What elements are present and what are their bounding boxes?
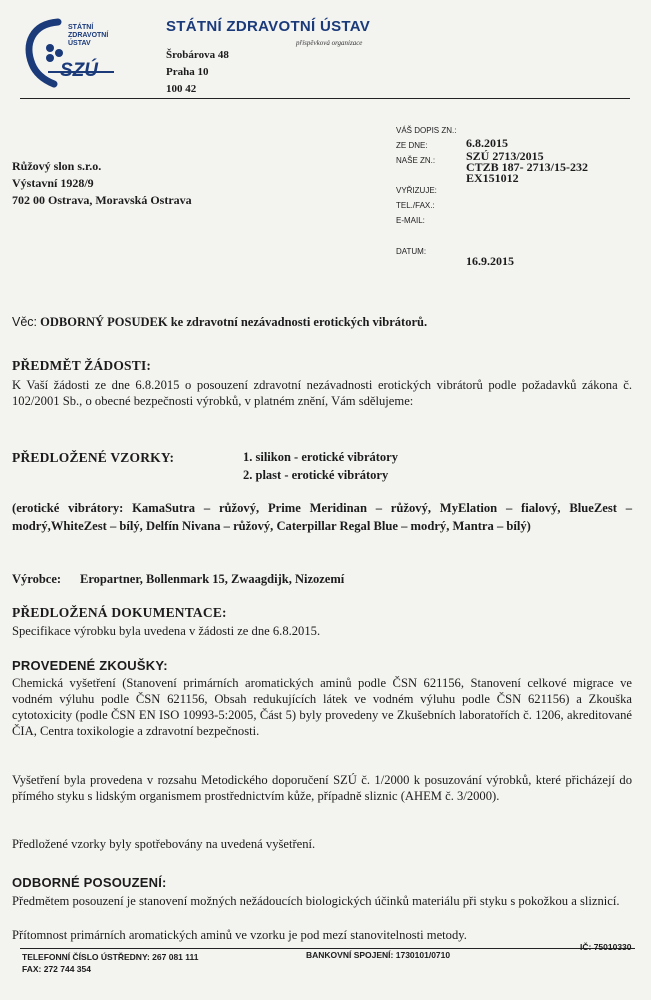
- zkousky-paragraph-3: Předložené vzorky byly spotřebovány na uvedená vyšetření.: [12, 837, 316, 851]
- logo-text: STÁTNÍ ZDRAVOTNÍ ÚSTAV: [68, 24, 109, 47]
- ze-dne-label: ZE DNE:: [396, 141, 428, 150]
- zkousky-paragraph-1: Chemická vyšetření (Stanovení primárních aromatických aminů podle ČSN 621156, Stanovení celkové migrace ve vodném výluhu podle ČSN 621156, Obsah redukujících látek ve vodném výluhu podle ČSN 621156) a Zkouška cytotoxicity (podle ČSN EN ISO 10993-5:2005, Část 5) byly provedeny ve Zkušebních laboratořích č. 1206, akreditované ČIA, Centra toxikologie a zdravotní bezpečnosti.: [12, 676, 632, 738]
- footer-divider: [20, 948, 635, 949]
- posouzeni-paragraph-2: Přítomnost primárních aromatických aminů ve vzorku je pod mezí stanovitelnosti metody.: [12, 928, 467, 942]
- email-label: E-MAIL:: [396, 216, 425, 225]
- vzorky-detail: (erotické vibrátory: KamaSutra – růžový, Prime Meridinan – růžový, MyElation – fialový, BlueZest – modrý,WhiteZest – bílý, Delfín Nivana – růžový, Caterpillar Regal Blue – modrý, Mantra – bílý): [12, 501, 632, 533]
- vyrobce-label: Výrobce:: [12, 572, 62, 586]
- szu-logo: [18, 14, 128, 90]
- institute-title: STÁTNÍ ZDRAVOTNÍ ÚSTAV: [166, 18, 371, 35]
- recipient-address: Růžový slon s.r.o. Výstavní 1928/9 702 00 Ostrava, Moravská Ostrava: [12, 159, 192, 207]
- tel-label: TEL./FAX.:: [396, 201, 435, 210]
- datum-value: 16.9.2015: [466, 254, 514, 268]
- vyrizuje-label: VYŘIZUJE:: [396, 186, 437, 195]
- predmet-heading: PŘEDMĚT ŽÁDOSTI:: [12, 358, 152, 373]
- institute-subtitle: příspěvková organizace: [296, 39, 363, 47]
- institute-address: Šrobárova 48 Praha 10 100 42: [166, 49, 229, 95]
- datum-label: DATUM:: [396, 247, 427, 256]
- zkousky-heading: PROVEDENÉ ZKOUŠKY:: [12, 658, 168, 673]
- footer-fax: FAX: 272 744 354: [22, 964, 91, 974]
- vzorky-heading: PŘEDLOŽENÉ VZORKY:: [12, 450, 175, 465]
- vzorky-list: 1. silikon - erotické vibrátory 2. plast - erotické vibrátory: [243, 450, 398, 482]
- predmet-text: K Vaší žádosti ze dne 6.8.2015 o posouzení zdravotní nezávadnosti erotických vibrátorů podle požadavků zákona č. 102/2001 Sb., o obecné bezpečnosti výrobků, v platném znění, Vám sdělujeme:: [12, 378, 632, 408]
- dokumentace-text: Specifikace výrobku byla uvedena v žádosti ze dne 6.8.2015.: [12, 624, 321, 638]
- posouzeni-heading: ODBORNÉ POSOUZENÍ:: [12, 875, 167, 890]
- header-divider: [20, 98, 630, 99]
- footer-bank: BANKOVNÍ SPOJENÍ: 1730101/0710: [306, 950, 451, 960]
- vyrobce-value: Eropartner, Bollenmark 15, Zwaagdijk, Nizozemí: [80, 572, 345, 586]
- dokumentace-heading: PŘEDLOŽENÁ DOKUMENTACE:: [12, 605, 227, 620]
- zkousky-paragraph-2: Vyšetření byla provedena v rozsahu Metodického doporučení SZÚ č. 1/2000 k posuzování výrobků, které přicházejí do přímého styku s lidským organismem prostřednictvím kůže, případně sliznic (AHEM č. 3/2000).: [12, 773, 632, 803]
- footer-ic: IČ: 75010330: [580, 942, 632, 952]
- nase-zn-label: NAŠE ZN.:: [396, 156, 436, 165]
- nase-zn-values: SZÚ 2713/2015 CTZB 187- 2713/15-232 EX151012: [466, 149, 589, 185]
- subject-line: Věc: ODBORNÝ POSUDEK ke zdravotní nezávadnosti erotických vibrátorů.: [12, 315, 428, 329]
- footer-tel: TELEFONNÍ ČÍSLO ÚSTŘEDNY: 267 081 111: [22, 952, 199, 962]
- vas-dopis-label: VÁŠ DOPIS ZN.:: [396, 126, 457, 135]
- ze-dne-value: 6.8.2015: [466, 136, 508, 150]
- logo-short: SZÚ: [60, 60, 98, 81]
- posouzeni-paragraph-1: Předmětem posouzení je stanovení možných nežádoucích biologických účinků materiálu při styku s pokožkou a sliznicí.: [12, 894, 620, 908]
